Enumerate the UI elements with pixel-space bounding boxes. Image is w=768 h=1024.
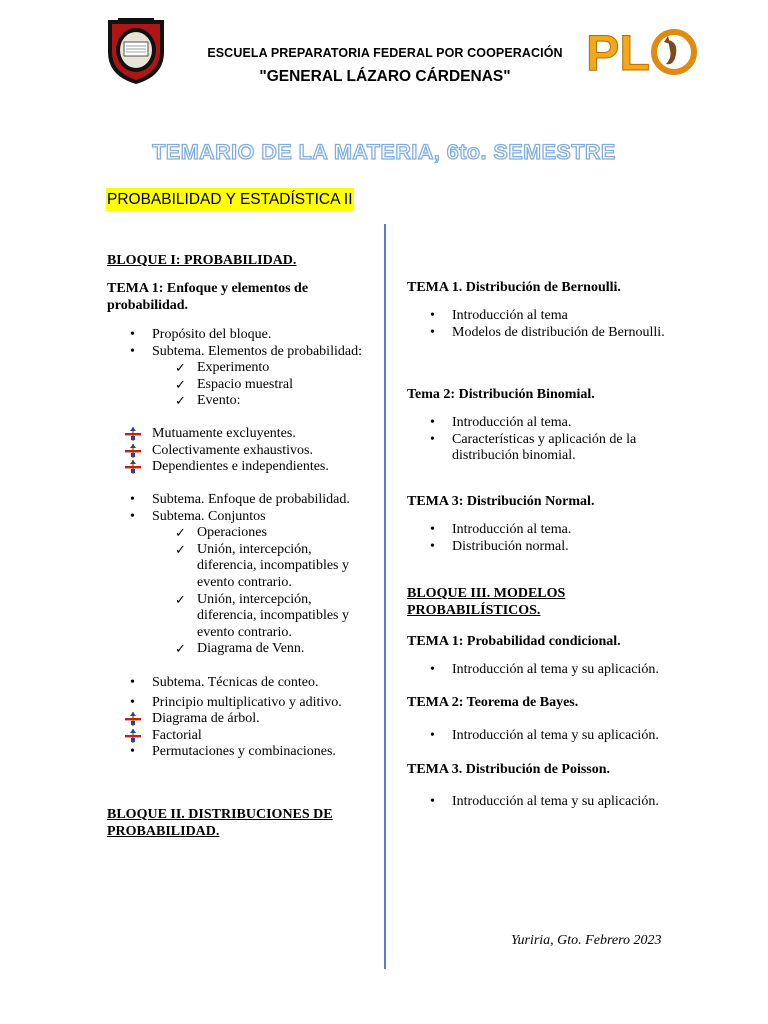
list-c (107, 675, 372, 761)
list-item: • Principio multiplicativo y aditivo. (130, 694, 342, 710)
bullet-icon: • (130, 492, 135, 507)
bullet-icon: • (130, 343, 135, 359)
list-item: • Introducción al tema. (430, 415, 572, 430)
list-item: ✓ Experimento (175, 360, 270, 376)
list-a (107, 327, 372, 410)
list-item: • Introducción al tema (430, 308, 568, 323)
list-stars-a (107, 426, 372, 476)
bullet-icon: • (130, 744, 135, 760)
place-date-footer: Yuriria, Gto. Febrero 2023 (511, 933, 662, 948)
document-title: TEMARIO DE LA MATERIA, 6to. SEMESTRE (152, 140, 616, 164)
bloque2-tema-1-heading: TEMA 1. Distribución de Bernoulli. (407, 280, 621, 295)
list-item: • Subtema. Elementos de probabilidad: (130, 343, 362, 359)
bullet-icon: • (130, 508, 135, 524)
list-item: • Subtema. Técnicas de conteo. (130, 675, 319, 690)
list-item: • Introducción al tema y su aplicación. (430, 662, 659, 677)
list-item: ✓ Operaciones (175, 525, 267, 541)
list-item: • Permutaciones y combinaciones. (130, 744, 336, 760)
list-b3t1 (407, 662, 687, 679)
list-item: • Distribución normal. (430, 538, 569, 554)
bloque-2-heading: BLOQUE II. DISTRIBUCIONES DE PROBABILIDAD. (107, 807, 333, 839)
bullet-icon: • (430, 794, 435, 809)
bullet-icon: • (430, 308, 435, 323)
list-item: ✓ Diagrama de Venn. (175, 641, 305, 657)
school-name-line1: ESCUELA PREPARATORIA FEDERAL POR COOPERACIÓN (207, 46, 563, 60)
column-divider (384, 224, 386, 969)
colored-arrow-star-icon (125, 712, 141, 726)
check-icon: ✓ (175, 376, 186, 392)
check-icon: ✓ (175, 591, 186, 607)
bullet-icon: • (430, 728, 435, 743)
bullet-icon: • (430, 415, 435, 430)
bloque2-tema-3-heading: TEMA 3: Distribución Normal. (407, 494, 595, 509)
list-item: • Modelos de distribución de Bernoulli. (430, 324, 665, 340)
list-item: • Subtema. Conjuntos (130, 508, 266, 524)
bullet-icon: • (130, 694, 135, 710)
bullet-icon: • (430, 522, 435, 537)
list-item: ✓ Unión, intercepción, diferencia, incompatibles y evento contrario. (175, 541, 349, 590)
list-t3 (407, 522, 687, 555)
list-b3t2 (407, 728, 687, 745)
bullet-icon: • (130, 675, 135, 690)
list-b3t3 (407, 794, 687, 811)
bullet-icon: • (430, 538, 435, 554)
list-item: • Subtema. Enfoque de probabilidad. (130, 492, 350, 507)
list-item: ✓ Unión, intercepción, diferencia, incompatibles y evento contrario. (175, 591, 349, 640)
check-icon: ✓ (175, 393, 186, 409)
list-item: • Introducción al tema y su aplicación. (430, 794, 659, 809)
check-icon: ✓ (175, 541, 186, 557)
colored-arrow-star-icon (125, 427, 141, 441)
bloque-1-heading: BLOQUE I: PROBABILIDAD. (107, 253, 297, 268)
list-item: Colectivamente exhaustivos. (107, 443, 372, 460)
bloque2-tema-2-heading: Tema 2: Distribución Binomial. (407, 387, 595, 402)
list-item: Mutuamente excluyentes. (107, 426, 372, 443)
bullet-icon: • (430, 431, 435, 447)
colored-arrow-star-icon (125, 729, 141, 743)
list-item: Factorial (107, 728, 372, 745)
school-crest-logo (104, 14, 168, 86)
list-t2 (407, 415, 687, 465)
list-item: Dependientes e independientes. (107, 459, 372, 476)
list-item: ✓ Espacio muestral (175, 376, 294, 392)
list-item: • Introducción al tema. (430, 522, 572, 537)
colored-arrow-star-icon (125, 460, 141, 474)
school-name-line2: "GENERAL LÁZARO CÁRDENAS" (259, 68, 511, 85)
list-item: • Características y aplicación de la distribución binomial. (430, 431, 637, 464)
check-icon: ✓ (175, 641, 186, 657)
bullet-icon: • (130, 327, 135, 342)
bloque-3-heading: BLOQUE III. MODELOS PROBABILÍSTICOS. (407, 586, 566, 618)
list-b (107, 492, 372, 658)
check-icon: ✓ (175, 525, 186, 541)
bullet-icon: • (430, 324, 435, 340)
bloque3-tema-2-heading: TEMA 2: Teorema de Bayes. (407, 695, 579, 710)
bullet-icon: • (430, 662, 435, 677)
list-item: • Propósito del bloque. (130, 327, 272, 342)
list-item: ✓ Evento: (175, 393, 241, 409)
plc-logo (586, 22, 698, 80)
check-icon: ✓ (175, 360, 186, 376)
svg-text:PL: PL (586, 25, 650, 80)
tema-1-heading: TEMA 1: Enfoque y elementos de probabilidad. (107, 281, 309, 313)
bloque3-tema-1-heading: TEMA 1: Probabilidad condicional. (407, 634, 621, 649)
subject-name: PROBABILIDAD Y ESTADÍSTICA II (106, 188, 354, 211)
list-item: Diagrama de árbol. (107, 711, 372, 728)
list-t1 (407, 308, 687, 341)
bloque3-tema-3-heading: TEMA 3. Distribución de Poisson. (407, 762, 611, 777)
list-item: • Introducción al tema y su aplicación. (430, 728, 659, 743)
colored-arrow-star-icon (125, 444, 141, 458)
